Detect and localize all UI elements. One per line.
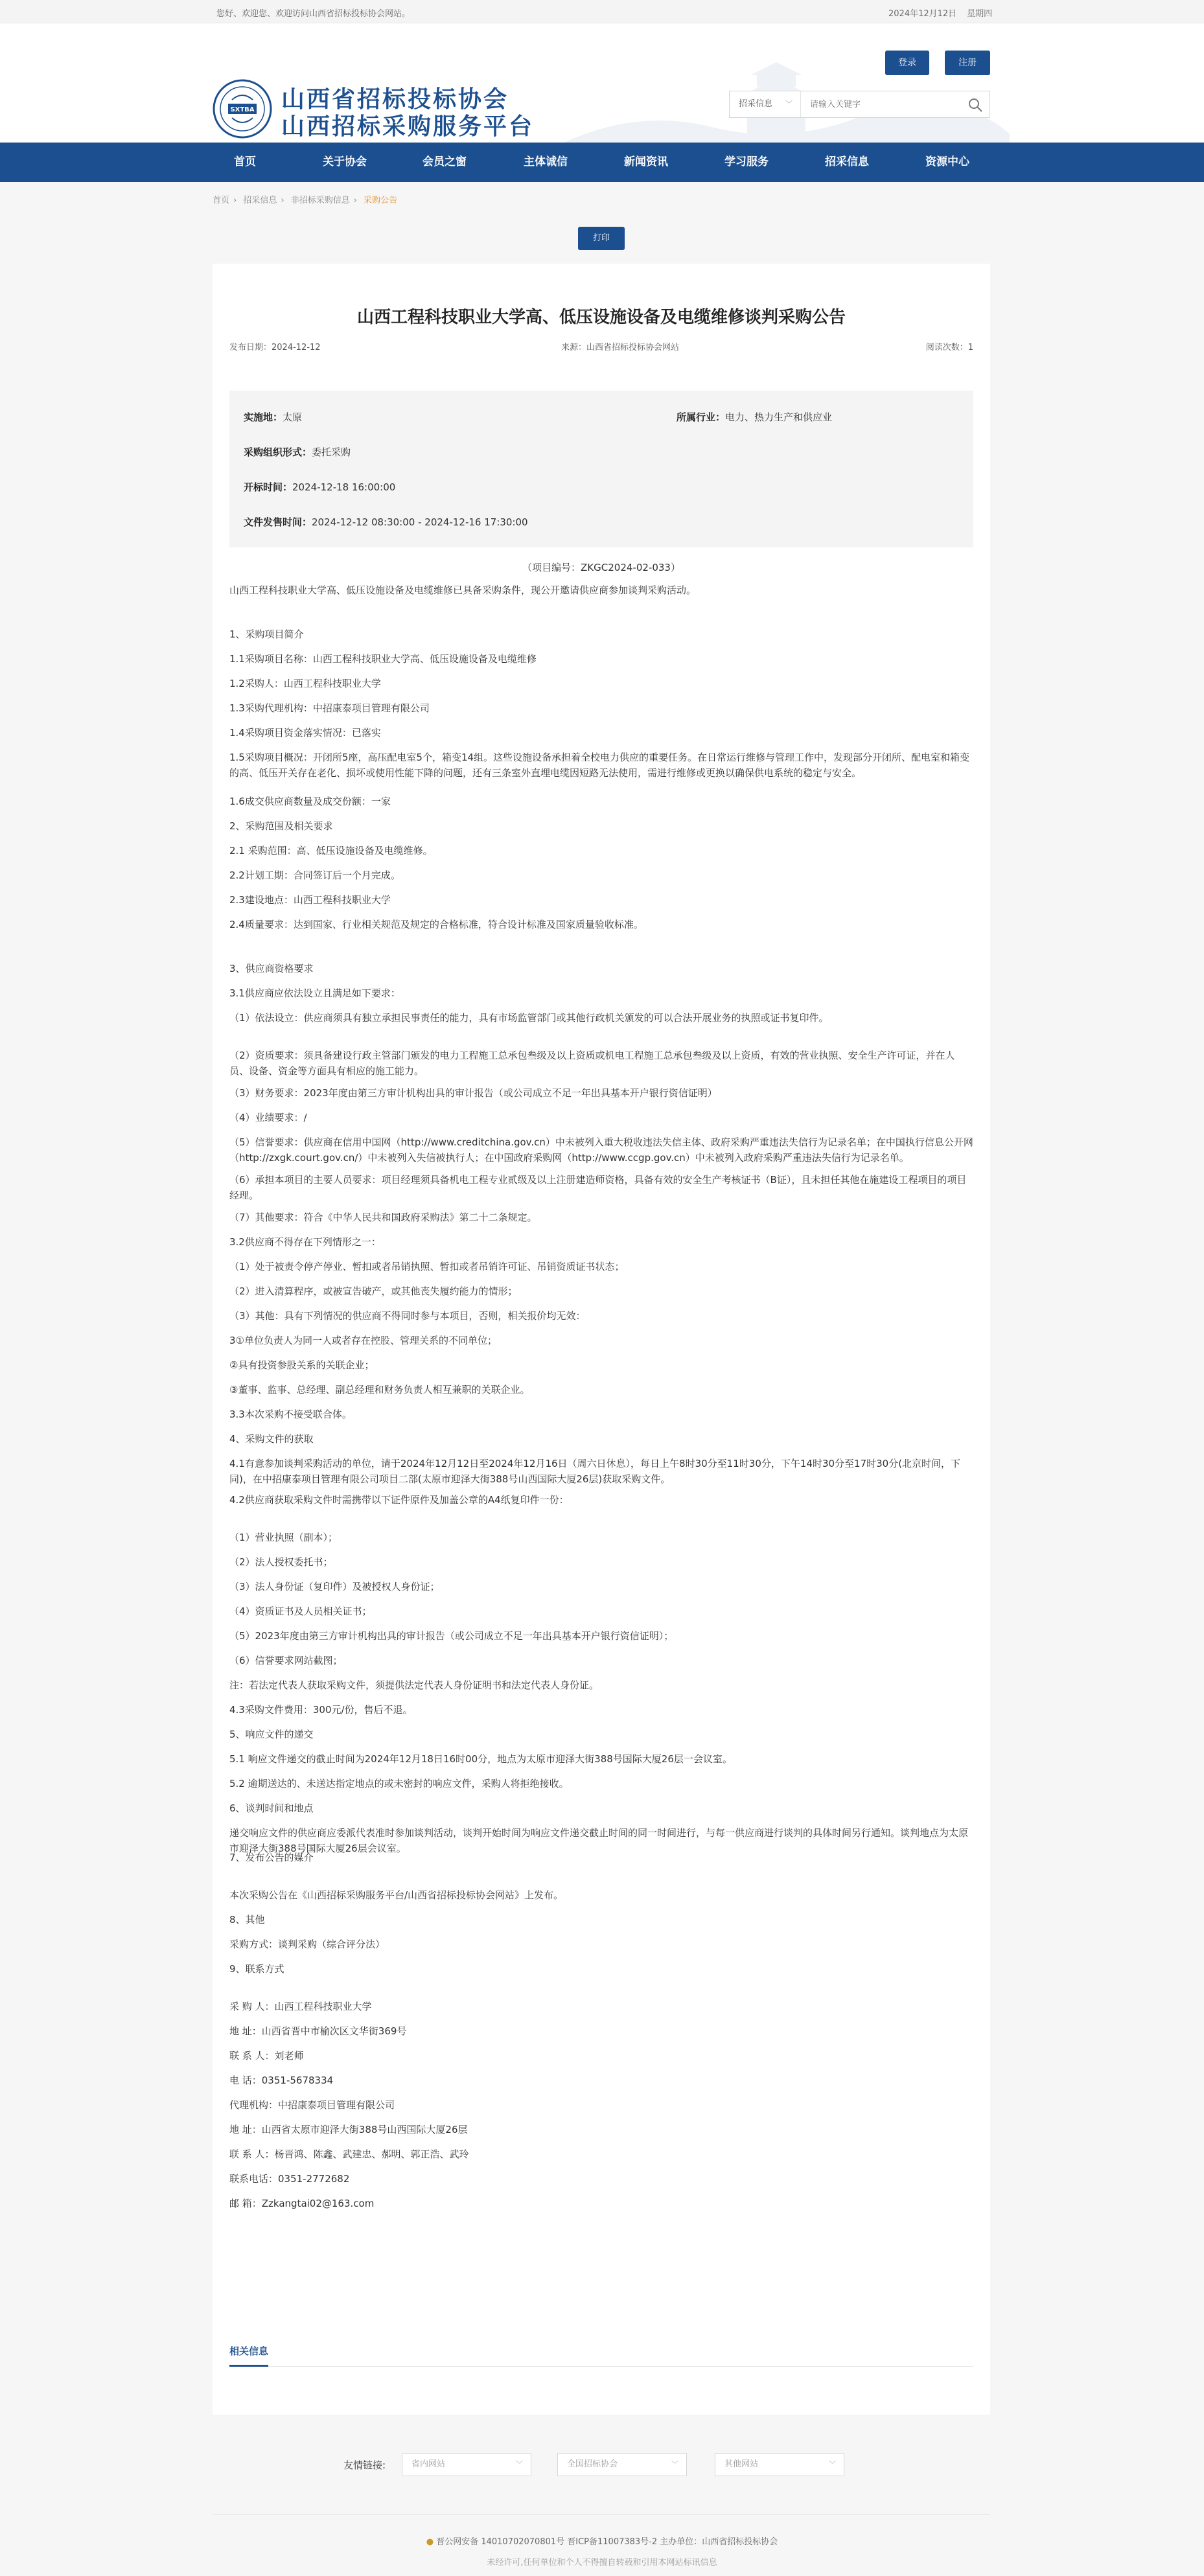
- article-paragraph: 4.3采购文件费用：300元/份，售后不退。: [229, 1704, 413, 1716]
- weekday-text: 星期四: [967, 9, 993, 19]
- chevron-down-icon: ﹀: [829, 2460, 836, 2468]
- nav-learning[interactable]: 学习服务: [724, 155, 769, 168]
- article-paragraph: 7、发布公告的媒介: [229, 1852, 314, 1863]
- view-count: 阅读次数：1: [925, 343, 973, 352]
- info-bid-open: [244, 480, 395, 494]
- search-input[interactable]: [810, 97, 953, 112]
- article-paragraph: （1）营业执照（副本）；: [229, 1532, 338, 1543]
- article-paragraph: 1.4采购项目资金落实情况：已落实: [229, 727, 381, 739]
- info-doc-period: [244, 515, 528, 529]
- article-paragraph: 1.3采购代理机构：中招康泰项目管理有限公司: [229, 702, 430, 714]
- select-label: 其他网站: [724, 2459, 759, 2469]
- article-paragraph: 联系电话：0351-2772682: [229, 2173, 350, 2185]
- search-category-label: 招采信息: [739, 99, 773, 109]
- article-paragraph: 地 址：山西省太原市迎泽大街388号山西国际大厦26层: [229, 2124, 468, 2135]
- site-header: [0, 23, 1204, 143]
- association-logo[interactable]: [213, 79, 272, 139]
- info-label: 开标时间：: [244, 481, 293, 493]
- related-info: [229, 2338, 973, 2367]
- article-paragraph: 5、响应文件的递交: [229, 1729, 314, 1740]
- info-value: 委托采购: [312, 446, 351, 458]
- article-paragraph: 1.5采购项目概况：开闭所5座，高压配电室5个，箱变14组。这些设施设备承担着全校电力供应的重要任务。在日常运行维修与管理工作中，发现部分开闭所、配电室和箱变的高、低压开关存在老化、损坏或使用性能下降的问题，还有三条室外直埋电缆因短路无法使用，需进行维修或更换以确保供电系统的稳定与安全。: [229, 752, 970, 779]
- related-underline: [229, 2365, 268, 2367]
- article-paragraph: （6）信誉要求网站截图；: [229, 1655, 343, 1666]
- article-paragraph: 6、谈判时间和地点: [229, 1802, 314, 1814]
- login-button[interactable]: 登录: [885, 51, 929, 75]
- footer-copyright: 未经许可,任何单位和个人不得擅自转载和引用本网站标讯信息: [487, 2558, 717, 2568]
- register-button[interactable]: 注册: [945, 51, 990, 75]
- info-value: 电力、热力生产和供应业: [725, 411, 833, 423]
- breadcrumb-home[interactable]: 首页: [213, 196, 230, 205]
- article-paragraph: 注：若法定代表人获取采购文件，须提供法定代表人身份证明书和法定代表人身份证。: [229, 1679, 599, 1691]
- article-paragraph: 4.1有意参加谈判采购活动的单位，请于2024年12月12日至2024年12月16日（周六日休息），每日上午8时30分至11时30分，下午14时30分至17时30分(北京时间，下同)，在中招康泰项目管理有限公司项目二部(太原市迎泽大街388号山西国际大厦26层)获取采购文件。: [229, 1458, 961, 1485]
- logo-title-1: 山西省招标投标协会: [281, 86, 509, 113]
- breadcrumb-current: 采购公告: [364, 196, 398, 205]
- nav-credit[interactable]: 主体诚信: [524, 155, 568, 168]
- breadcrumb-sep: ›: [233, 196, 237, 205]
- article-paragraph: （7）其他要求：符合《中华人民共和国政府采购法》第二十二条规定。: [229, 1212, 537, 1223]
- info-value: 太原: [283, 411, 303, 423]
- search-icon[interactable]: [967, 97, 983, 113]
- breadcrumb-procurement[interactable]: 招采信息: [243, 196, 277, 205]
- article-paragraph: ②具有投资参股关系的关联企业；: [229, 1359, 375, 1371]
- friend-link-select-2[interactable]: [557, 2453, 687, 2476]
- info-value: 2024-12-18 16:00:00: [292, 481, 396, 493]
- article-paragraph: 邮 箱：Zzkangtai02@163.com: [229, 2198, 375, 2209]
- article-paragraph: 2、采购范围及相关要求: [229, 820, 333, 832]
- search-category-select[interactable]: [730, 91, 801, 117]
- article-paragraph: 2.4质量要求：达到国家、行业相关规范及规定的合格标准，符合设计标准及国家质量验收标准。: [229, 919, 643, 930]
- article-paragraph: 2.1 采购范围：高、低压设施设备及电缆维修。: [229, 845, 433, 857]
- info-label: 所属行业：: [677, 411, 726, 423]
- nav-members[interactable]: 会员之窗: [423, 155, 467, 168]
- search-bar: [729, 91, 990, 118]
- info-value: 2024-12-12 08:30:00 - 2024-12-16 17:30:00: [312, 516, 528, 528]
- date-display: [888, 6, 1002, 19]
- breadcrumb-sep: ›: [353, 196, 357, 205]
- info-industry: [677, 410, 832, 424]
- top-bar: [0, 0, 1204, 23]
- info-label: 文件发售时间：: [244, 516, 312, 528]
- article-card: [213, 264, 990, 2415]
- article-paragraph: （3）其他：具有下列情况的供应商不得同时参与本项目，否则，相关报价均无效：: [229, 1310, 586, 1322]
- related-info-title: 相关信息: [229, 2345, 269, 2357]
- select-label: 省内网站: [411, 2459, 446, 2469]
- article-paragraph: 采 购 人：山西工程科技职业大学: [229, 2001, 372, 2012]
- article-paragraph: （4）业绩要求：/: [229, 1112, 307, 1123]
- article-paragraph: （2）资质要求：须具备建设行政主管部门颁发的电力工程施工总承包叁级及以上资质或机电工程施工总承包叁级及以上资质，有效的营业执照、安全生产许可证，并在人员、设备、资金等方面具有相应的施工能力。: [229, 1050, 955, 1077]
- article-paragraph: 电 话：0351-5678334: [229, 2075, 334, 2086]
- article-paragraph: 3①单位负责人为同一人或者存在控股、管理关系的不同单位；: [229, 1335, 497, 1346]
- article-paragraph: 9、联系方式: [229, 1963, 284, 1975]
- friend-link-select-3[interactable]: [715, 2453, 844, 2476]
- friend-links-label: 友情链接:: [343, 2459, 386, 2471]
- chevron-down-icon: ﹀: [785, 100, 793, 108]
- nav-about[interactable]: 关于协会: [323, 155, 367, 168]
- article-paragraph: 递交响应文件的供应商应委派代表准时参加谈判活动，谈判开始时间为响应文件递交截止时间的同一时间进行，与每一供应商进行谈判的具体时间另行通知。谈判地点为太原市迎泽大街388号国际大厦26层会议室。: [229, 1827, 969, 1854]
- article-paragraph: 山西工程科技职业大学高、低压设施设备及电缆维修已具备采购条件，现公开邀请供应商参加谈判采购活动。: [229, 584, 697, 596]
- breadcrumb: [213, 193, 401, 205]
- main-nav: [0, 143, 1204, 182]
- footer-icp: [0, 2535, 1204, 2547]
- article-paragraph: （5）2023年度由第三方审计机构出具的审计报告（或公司成立不足一年出具基本开户银行资信证明）；: [229, 1630, 674, 1642]
- article-paragraph: 1.1采购项目名称：山西工程科技职业大学高、低压设施设备及电缆维修: [229, 653, 537, 665]
- article-paragraph: 3.3本次采购不接受联合体。: [229, 1409, 352, 1420]
- nav-home[interactable]: 首页: [234, 155, 256, 168]
- chevron-down-icon: ﹀: [671, 2460, 678, 2468]
- publish-date: 发布日期：2024-12-12: [229, 343, 321, 352]
- project-number: （项目编号：ZKGC2024-02-033）: [522, 562, 680, 573]
- article-paragraph: 代理机构：中招康泰项目管理有限公司: [229, 2099, 395, 2111]
- select-label: 全国招标协会: [567, 2459, 618, 2469]
- friend-link-select-1[interactable]: [402, 2453, 531, 2476]
- article-paragraph: ③董事、监事、总经理、副总经理和财务负责人相互兼职的关联企业。: [229, 1384, 530, 1396]
- info-label: 采购组织形式：: [244, 446, 312, 458]
- article-paragraph: 1、采购项目简介: [229, 628, 304, 640]
- date-text: 2024年12月12日: [888, 9, 957, 19]
- article-paragraph: 4.2供应商获取采购文件时需携带以下证件原件及加盖公章的A4纸复印件一份：: [229, 1494, 569, 1506]
- article-title: 山西工程科技职业大学高、低压设施设备及电缆维修谈判采购公告: [356, 308, 846, 327]
- article-paragraph: 4、采购文件的获取: [229, 1433, 314, 1445]
- breadcrumb-sep: ›: [281, 196, 284, 205]
- article-paragraph: 1.6成交供应商数量及成交份额：一家: [229, 796, 391, 807]
- article-paragraph: 采购方式：谈判采购（综合评分法）: [229, 1938, 386, 1950]
- article-paragraph: 5.2 逾期送达的、未送达指定地点的或未密封的响应文件，采购人将拒绝接收。: [229, 1778, 569, 1789]
- nav-resources[interactable]: 资源中心: [925, 155, 969, 168]
- site-footer: [0, 2424, 1204, 2576]
- article-paragraph: 2.2计划工期：合同签订后一个月完成。: [229, 869, 400, 881]
- article-paragraph: （1）依法设立：供应商须具有独立承担民事责任的能力，具有市场监管部门或其他行政机关颁发的可以合法开展业务的执照或证书复印件。: [229, 1012, 829, 1024]
- article-paragraph: （2）法人授权委托书；: [229, 1556, 333, 1568]
- article-source: 来源：山西省招标投标协会网站: [561, 343, 680, 352]
- article-paragraph: 8、其他: [229, 1914, 265, 1926]
- nav-news[interactable]: 新闻资讯: [624, 155, 668, 168]
- article-paragraph: 地 址：山西省晋中市榆次区文华街369号: [229, 2025, 407, 2037]
- info-label: 实施地：: [244, 411, 283, 423]
- chevron-down-icon: ﹀: [516, 2460, 523, 2468]
- article-paragraph: 2.3建设地点：山西工程科技职业大学: [229, 894, 391, 906]
- breadcrumb-non-tender[interactable]: 非招标采购信息: [290, 196, 350, 205]
- article-paragraph: 联 系 人：刘老师: [229, 2050, 304, 2062]
- article-paragraph: 本次采购公告在《山西招标采购服务平台/山西省招标投标协会网站》上发布。: [229, 1889, 564, 1901]
- article-paragraph: （3）法人身份证（复印件）及被授权人身份证；: [229, 1581, 440, 1593]
- svg-text:SXTBA: SXTBA: [230, 106, 255, 113]
- nav-procurement[interactable]: 招采信息: [825, 155, 869, 168]
- article-paragraph: （6）承担本项目的主要人员要求：项目经理须具备机电工程专业贰级及以上注册建造师资格，具备有效的安全生产考核证书（B证），且未担任其他在施建设工程项目的项目经理。: [229, 1174, 967, 1201]
- project-info-box: [229, 391, 973, 547]
- logo-title-2: 山西招标采购服务平台: [281, 113, 535, 140]
- article-paragraph: 联 系 人：杨晋鸿、陈鑫、武建忠、郝明、郭正浩、武玲: [229, 2148, 469, 2160]
- icp-text: 晋公网安备 14010702070801号 晋ICP备11007383号-2 主办单位：山西省招标投标协会: [436, 2537, 778, 2547]
- pavilion-decoration: [556, 36, 1010, 143]
- article-paragraph: （4）资质证书及人员相关证书；: [229, 1605, 372, 1617]
- article-paragraph: （2）进入清算程序，或被宣告破产，或其他丧失履约能力的情形；: [229, 1285, 518, 1297]
- article-paragraph: （3）财务要求：2023年度由第三方审计机构出具的审计报告（或公司成立不足一年出具基本开户银行资信证明）: [229, 1087, 717, 1099]
- article-paragraph: 3.2供应商不得存在下列情形之一：: [229, 1236, 381, 1248]
- article-paragraph: 5.1 响应文件递交的截止时间为2024年12月18日16时00分，地点为太原市迎泽大街388号国际大厦26层一会议室。: [229, 1753, 732, 1765]
- print-button[interactable]: 打印: [578, 227, 625, 250]
- article-paragraph: （1）处于被责令停产停业、暂扣或者吊销执照、暂扣或者吊销许可证、吊销资质证书状态；: [229, 1261, 625, 1272]
- info-org-form: [244, 445, 351, 459]
- article-paragraph: 1.2采购人：山西工程科技职业大学: [229, 678, 381, 689]
- article-paragraph: 3.1供应商应依法设立且满足如下要求：: [229, 987, 400, 999]
- greeting-text: 您好、欢迎您、欢迎访问山西省招标投标协会网站。: [216, 9, 411, 19]
- article-paragraph: （5）信誉要求：供应商在信用中国网（http://www.creditchina.gov.cn）中未被列入重大税收违法失信主体、政府采购严重违法失信行为记录名单；在中国执行信息公开网（http://zxgk.court.gov.cn/）中未被列入失信被执行人；在中国政府采购网（http://www.ccgp.gov.cn）中未被列入政府采购严重违法失信行为记录名单。: [229, 1136, 973, 1164]
- police-badge-icon: ●: [426, 2537, 434, 2547]
- info-location: [244, 410, 302, 424]
- article-paragraph: 3、供应商资格要求: [229, 963, 314, 974]
